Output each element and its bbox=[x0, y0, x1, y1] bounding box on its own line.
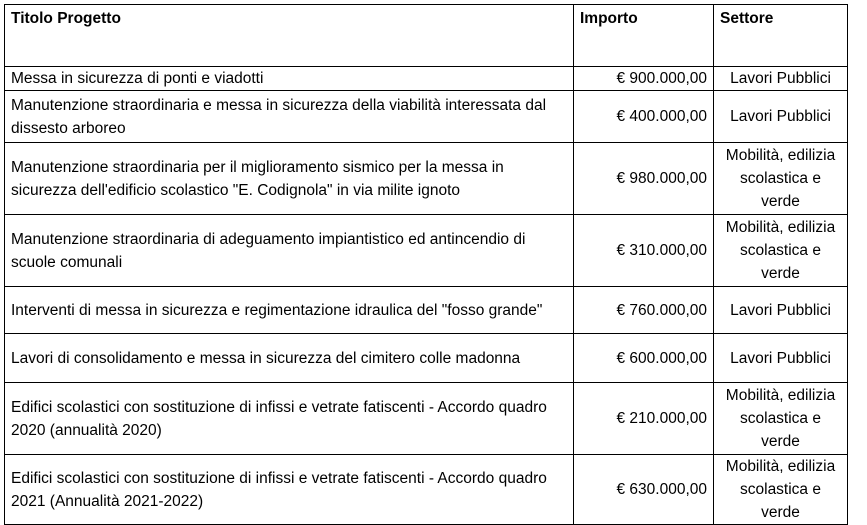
project-sector: Lavori Pubblici bbox=[714, 334, 848, 383]
project-sector: Mobilità, edilizia scolastica e verde bbox=[714, 383, 848, 455]
project-sector: Lavori Pubblici bbox=[714, 91, 848, 143]
project-title: Edifici scolastici con sostituzione di infissi e vetrate fatiscenti - Accordo quadro 2020 (annualità 2020) bbox=[5, 383, 574, 455]
table-row bbox=[5, 215, 848, 287]
header-title: Titolo Progetto bbox=[5, 5, 574, 67]
project-amount: € 310.000,00 bbox=[574, 215, 714, 287]
project-amount: € 760.000,00 bbox=[574, 287, 714, 334]
project-title: Edifici scolastici con sostituzione di infissi e vetrate fatiscenti - Accordo quadro 2021 (Annualità 2021-2022) bbox=[5, 455, 574, 525]
header-sector: Settore bbox=[714, 5, 848, 67]
table-row bbox=[5, 383, 848, 455]
project-amount: € 630.000,00 bbox=[574, 455, 714, 525]
project-title: Messa in sicurezza di ponti e viadotti bbox=[5, 67, 574, 91]
project-title: Manutenzione straordinaria per il miglioramento sismico per la messa in sicurezza dell'edificio scolastico "E. Codignola" in via milite ignoto bbox=[5, 143, 574, 215]
table-header-row bbox=[5, 5, 848, 67]
table-row bbox=[5, 143, 848, 215]
project-sector: Lavori Pubblici bbox=[714, 287, 848, 334]
project-amount: € 210.000,00 bbox=[574, 383, 714, 455]
header-amount: Importo bbox=[574, 5, 714, 67]
table-row bbox=[5, 334, 848, 383]
table-row bbox=[5, 287, 848, 334]
project-title: Lavori di consolidamento e messa in sicurezza del cimitero colle madonna bbox=[5, 334, 574, 383]
project-amount: € 980.000,00 bbox=[574, 143, 714, 215]
project-sector: Lavori Pubblici bbox=[714, 67, 848, 91]
project-title: Interventi di messa in sicurezza e regimentazione idraulica del "fosso grande" bbox=[5, 287, 574, 334]
project-amount: € 900.000,00 bbox=[574, 67, 714, 91]
project-title: Manutenzione straordinaria di adeguamento impiantistico ed antincendio di scuole comunali bbox=[5, 215, 574, 287]
table-row bbox=[5, 67, 848, 91]
table-row bbox=[5, 455, 848, 525]
project-amount: € 600.000,00 bbox=[574, 334, 714, 383]
project-title: Manutenzione straordinaria e messa in sicurezza della viabilità interessata dal dissesto arboreo bbox=[5, 91, 574, 143]
project-amount: € 400.000,00 bbox=[574, 91, 714, 143]
table-row bbox=[5, 91, 848, 143]
project-sector: Mobilità, edilizia scolastica e verde bbox=[714, 215, 848, 287]
project-sector: Mobilità, edilizia scolastica e verde bbox=[714, 143, 848, 215]
projects-table bbox=[4, 4, 848, 525]
project-sector: Mobilità, edilizia scolastica e verde bbox=[714, 455, 848, 525]
